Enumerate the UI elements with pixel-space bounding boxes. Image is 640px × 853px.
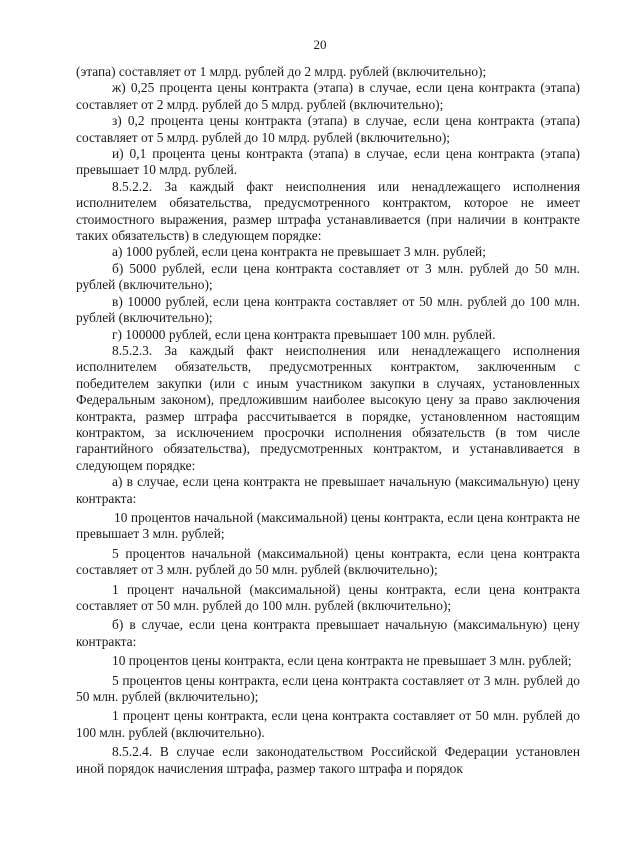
paragraph-9: г) 100000 рублей, если цена контракта превышает 100 млн. рублей.: [112, 326, 496, 342]
paragraph-15: б) в случае, если цена контракта превышает начальную (максимальную) цену контракта:: [76, 617, 580, 649]
document-body: [76, 64, 580, 777]
paragraph-3: з) 0,2 процента цены контракта (этапа) в случае, если цена контракта (этапа) составляет от 5 млрд. рублей до 10 млрд. рублей (включительно);: [76, 113, 580, 145]
paragraph-19: 8.5.2.4. В случае если законодательством Российской Федерации установлен иной порядок начисления штрафа, размер такого штрафа и порядок: [76, 744, 580, 776]
paragraph-18: 1 процент цены контракта, если цена контракта составляет от 50 млн. рублей до 100 млн. рублей (включительно).: [76, 708, 580, 740]
paragraph-11: а) в случае, если цена контракта не превышает начальную (максимальную) цену контракта:: [76, 474, 580, 506]
paragraph-10: 8.5.2.3. За каждый факт неисполнения или ненадлежащего исполнения исполнителем обязательств, предусмотренных контрактом, заключенным с победителем закупки (или с иным участником закупки в случаях, установленных Федеральным законом), предложившим наиболее высокую цену за право заключения контракта, размер штрафа рассчитывается в порядке, установленном настоящим контрактом, за исключением просрочки исполнения обязательств (в том числе гарантийного обязательства), предусмотренных контрактом, и устанавливается в следующем порядке:: [76, 342, 580, 473]
page-number: 20: [313, 37, 327, 52]
paragraph-7: б) 5000 рублей, если цена контракта составляет от 3 млн. рублей до 50 млн. рублей (включительно);: [76, 260, 580, 293]
paragraph-12: 10 процентов начальной (максимальной) цены контракта, если цена контракта не превышает 3 млн. рублей;: [76, 509, 580, 542]
paragraph-17: 5 процентов цены контракта, если цена контракта составляет от 3 млн. рублей до 50 млн. рублей (включительно);: [76, 672, 580, 705]
paragraph-4: и) 0,1 процента цены контракта (этапа) в случае, если цена контракта (этапа) превышает 10 млрд. рублей.: [76, 146, 580, 178]
paragraph-16: 10 процентов цены контракта, если цена контракта не превышает 3 млн. рублей;: [112, 653, 572, 669]
paragraph-6: а) 1000 рублей, если цена контракта не превышает 3 млн. рублей;: [112, 244, 486, 260]
paragraph-8: в) 10000 рублей, если цена контракта составляет от 50 млн. рублей до 100 млн. рублей (включительно);: [76, 293, 580, 326]
paragraph-2: ж) 0,25 процента цены контракта (этапа) в случае, если цена контракта (этапа) составляет от 2 млрд. рублей до 5 млрд. рублей (включительно);: [76, 80, 580, 112]
paragraph-5: 8.5.2.2. За каждый факт неисполнения или ненадлежащего исполнения исполнителем обязательства, предусмотренного контрактом, которое не имеет стоимостного выражения, размер штрафа устанавливается (при наличии в контракте таких обязательств) в следующем порядке:: [76, 178, 580, 244]
paragraph-13: 5 процентов начальной (максимальной) цены контракта, если цена контракта составляет от 3 млн. рублей до 50 млн. рублей (включительно);: [76, 545, 580, 578]
paragraph-14: 1 процент начальной (максимальной) цены контракта, если цена контракта составляет от 50 млн. рублей до 100 млн. рублей (включительно);: [76, 581, 580, 613]
paragraph-1: (этапа) составляет от 1 млрд. рублей до 2 млрд. рублей (включительно);: [76, 64, 487, 79]
